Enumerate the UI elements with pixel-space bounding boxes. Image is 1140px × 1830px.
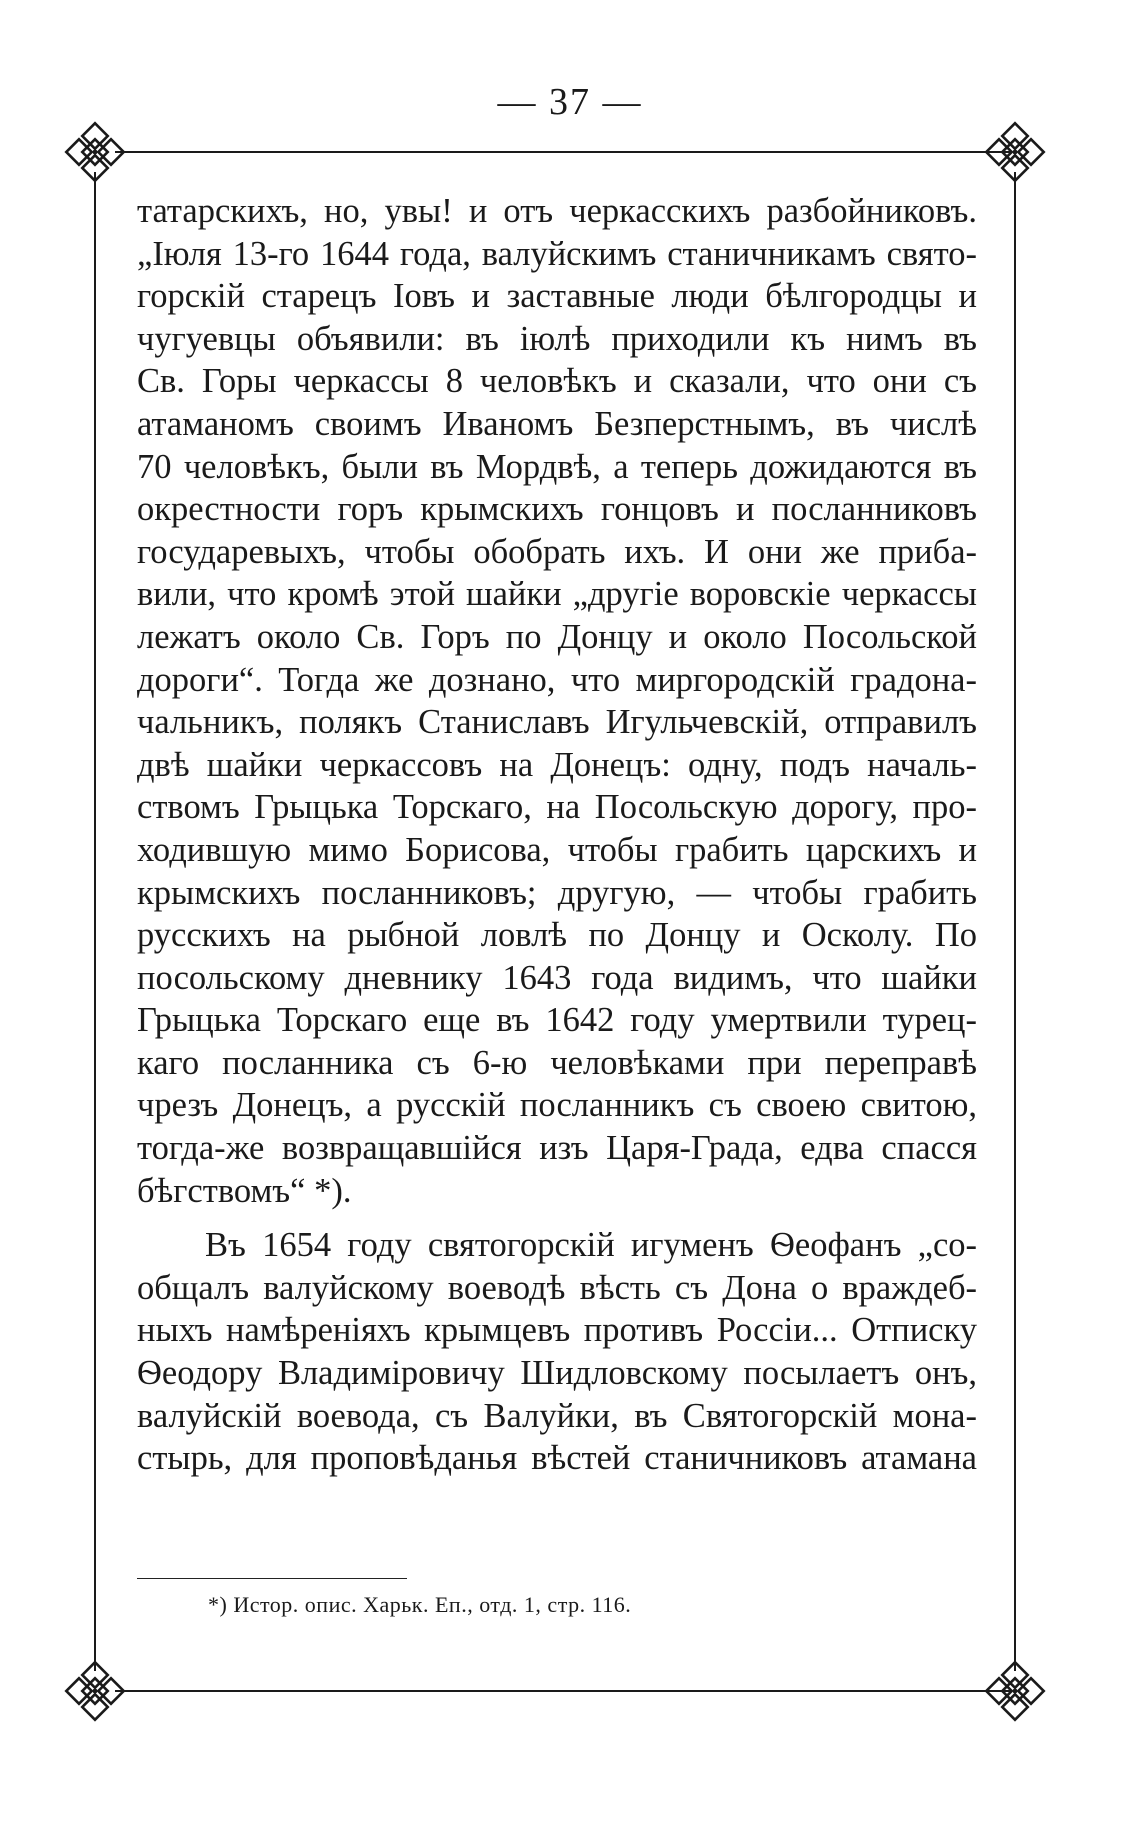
text-line: вили, что кромѣ этой шайки „другіе воровскіе черкассы	[137, 575, 977, 614]
text-line: „Іюля 13-го 1644 года, валуйскимъ станичникамъ свято-	[137, 234, 977, 273]
text-line: окрестности горъ крымскихъ гонцовъ и посланниковъ	[137, 490, 977, 529]
text-line: каго посланника съ 6-ю человѣками при переправѣ	[137, 1043, 977, 1082]
text-line: дороги“. Тогда же дознано, что миргородскій градона-	[137, 660, 977, 699]
page-number: — 37 —	[497, 81, 643, 123]
text-line: ствомъ Грыцька Торскаго, на Посольскую дорогу, про-	[137, 788, 977, 827]
body-text	[137, 190, 977, 1480]
text-line: атаманомъ своимъ Иваномъ Безперстнымъ, въ числѣ	[137, 404, 977, 443]
footnote-rule	[137, 1578, 407, 1579]
text-line: татарскихъ, но, увы! и отъ черкасскихъ разбойниковъ.	[137, 192, 977, 230]
text-line: стырь, для проповѣданья вѣстей станичниковъ атамана	[137, 1439, 977, 1478]
text-line: Ѳеодору Владиміровичу Шидловскому посылаетъ онъ,	[137, 1354, 977, 1393]
text-line: ходившую мимо Борисова, чтобы грабить царскихъ и	[137, 830, 977, 869]
text-line: посольскому дневнику 1643 года видимъ, что шайки	[137, 958, 977, 997]
text-line: бѣгствомъ“ *).	[137, 1171, 352, 1210]
text-line: Св. Горы черкассы 8 человѣкъ и сказали, что они съ	[137, 362, 977, 401]
text-line: чрезъ Донецъ, а русскій посланникъ съ своею свитою,	[137, 1086, 977, 1125]
text-line: общалъ валуйскому воеводѣ вѣсть съ Дона о враждеб-	[137, 1268, 977, 1307]
text-line: Грыцька Торскаго еще въ 1642 году умертвили турец-	[137, 1001, 977, 1040]
text-line: чугуевцы объявили: въ іюлѣ приходили къ нимъ въ	[137, 319, 977, 358]
text-line: валуйскій воевода, съ Валуйки, въ Святогорскій мона-	[137, 1396, 977, 1435]
text-line: государевыхъ, чтобы обобрать ихъ. И они же приба-	[137, 532, 977, 571]
text-line: двѣ шайки черкассовъ на Донецъ: одну, подъ началь-	[137, 745, 977, 784]
text-line: чальникъ, полякъ Станиславъ Игульчевскій, отправилъ	[137, 703, 977, 742]
text-line: Въ 1654 году святогорскій игуменъ Ѳеофанъ „со-	[205, 1226, 977, 1265]
text-line: тогда-же возвращавшійся изъ Царя-Града, едва спасся	[137, 1129, 977, 1168]
footnote: *) Истор. опис. Харьк. Еп., отд. 1, стр. 116.	[208, 1592, 632, 1617]
text-line: ныхъ намѣреніяхъ крымцевъ противъ Россіи... Отписку	[137, 1311, 977, 1350]
text-line: русскихъ на рыбной ловлѣ по Донцу и Осколу. По	[137, 916, 977, 955]
text-line: лежатъ около Св. Горъ по Донцу и около Посольской	[137, 617, 977, 656]
text-line: 70 человѣкъ, были въ Мордвѣ, а теперь дожидаются въ	[137, 447, 977, 486]
text-line: горскій старецъ Іовъ и заставные люди бѣлгородцы и	[137, 277, 977, 316]
text-line: крымскихъ посланниковъ; другую, — чтобы грабить	[137, 873, 977, 912]
paragraph-gap	[137, 1212, 977, 1224]
